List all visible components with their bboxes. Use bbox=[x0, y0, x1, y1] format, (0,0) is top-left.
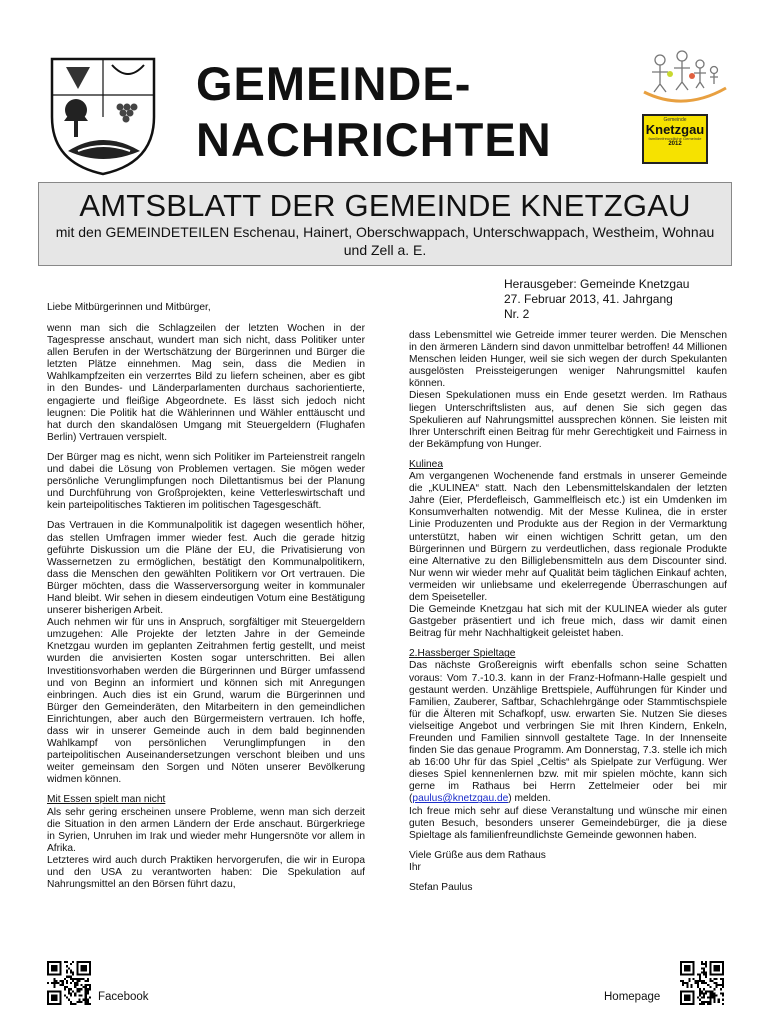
award-badge bbox=[642, 114, 708, 164]
paragraph: Auch nehmen wir für uns in Anspruch, sorgfältiger mit Steuergeldern umzugehen: Alle Projekte der letzten Jahre in der Gemeinde Knetzgau wurden im geplanten Zeitrahmen fertig gestellt, und meist wurden die anvisierten Kosten sogar unterschritten. Bei allen Investitionsvorhaben werden die Bürgerinnen und Bürger umfassend und von Beginn an informiert und können sich mit Anregungen einbringen. Auch dies ist ein Grund, warum die Bürgerinnen und Bürger den Gemeinderäten, den Mitarbeitern in den gemeindlichen Einrichtungen, aber auch den Bürgermeistern vertrauen. Ich hoffe, dass wir in unserer Gemeinde auch in dem bald beginnenden Wahlkampf von persönlichen Verunglimpfungen in den parteipolitischen Auseinandersetzungen verschont bleiben und uns weiter gemeinsam den Sorgen und Nöten unserer Bevölkerung widmen können. bbox=[47, 617, 365, 786]
paragraph: dass Lebensmittel wie Getreide immer teurer werden. Die Menschen in den ärmeren Ländern sind davon unmittelbar betroffen! 44 Millionen Menschen leiden Hunger, weil sie sich wegen der durch Spekulanten ausgelösten Preissteigerungen weniger Nahrungsmittel kaufen können. bbox=[409, 330, 727, 390]
issue-date-line: 27. Februar 2013, 41. Jahrgang bbox=[504, 292, 673, 306]
paragraph: Das Vertrauen in die Kommunalpolitik ist dagegen wesentlich höher, das stellen Umfragen immer wieder fest. Auch die gerade hitzig geführte Diskussion um die Pläne der EU, die Privatisierung von Wassernetzen zu ermöglichen, bestätigt den Kommunalpolitikern, dass die Menschen den gewählten Politikern vor Ort vertrauen. Die Bürger möchten, dass die Wasserversorgung weiter in kommunaler Hand bleibt. Wir sehen in diesem eindeutigen Votum eine Bestätigung unserer bisherigen Arbeit. bbox=[47, 520, 365, 617]
facebook-qr-code-icon[interactable] bbox=[47, 961, 91, 1005]
section-heading-kulinea: Kulinea bbox=[409, 458, 443, 470]
section-heading-spieltage: 2.Hassberger Spieltage bbox=[409, 648, 516, 660]
banner-title: AMTSBLATT DER GEMEINDE KNETZGAU bbox=[79, 188, 691, 223]
closing-line: Viele Grüße aus dem Rathaus bbox=[409, 849, 546, 861]
left-text-column bbox=[47, 323, 365, 891]
publisher-line: Herausgeber: Gemeinde Knetzgau bbox=[504, 277, 690, 291]
paragraph: Die Gemeinde Knetzgau hat sich mit der KULINEA wieder als guter Gastgeber präsentiert und ich freue mich, dass wir damit einen Beitrag für mehr Nachhaltigkeit geleistet haben. bbox=[409, 604, 727, 640]
paragraph: Letzteres wird auch durch Praktiken hervorgerufen, die wir in Europa und den USA zu verantworten haben: Die Spekulation auf Nahrungsmittel an den Börsen führt dazu, bbox=[47, 854, 365, 891]
paragraph: Ich freue mich sehr auf diese Veranstaltung und wünsche mir einen guten Besuch, besonders unserer Gemeindebürger, die ja diese Spieltage als familienfreundlichste Gemeinde gewonnen haben. bbox=[409, 805, 727, 841]
section-heading-essen: Mit Essen spielt man nicht bbox=[47, 794, 166, 806]
family-logo-icon bbox=[638, 48, 730, 110]
issue-number-line: Nr. 2 bbox=[504, 307, 530, 321]
paragraph-text: Das nächste Großereignis wirft ebenfalls schon seine Schatten voraus: Vom 7.-10.3. kann in der Franz-Hofmann-Halle gespielt und gestaunt werden. Unzählige Brettspiele, Aufführungen für Kinder und Familien, Zauberer, Saftbar, Schachlehrgänge oder Stammtischspiele für die Älteren mit Schafkopf, usw. erwarten Sie. Nutzen Sie dieses vielseitige Angebot und verbringen Sie mit Ihren Kindern, Enkeln, Freunden und Familien sinnvoll gestaltete Tage. In der Innenseite finden Sie das genaue Programm. Am Donnerstag, 7.3. stelle ich mich ab 16:00 Uhr für das Spiel „Celtis“ als Spielpate zur Verfügung. Wer dieses Spiel kennenlernen bzw. mit mir spielen möchte, kann sich gerne im Rathaus bei Herrn Zettelmeier oder bei mir ( bbox=[409, 660, 727, 805]
badge-name: Knetzgau bbox=[645, 122, 705, 137]
paragraph: Der Bürger mag es nicht, wenn sich Politiker im Parteienstreit rangeln und dabei die Lösung von Problemen vertagen. Sie mögen weder persönliche Verunglimpfungen noch Dilettantismus bei der Planung und Durchführung von Großprojekten, keine Vetterleswirtschaft und kein parteipolitisches Taktieren im politischen Tagesgeschäft. bbox=[47, 451, 365, 512]
paragraph bbox=[409, 660, 727, 805]
badge-top-text: Gemeinde bbox=[663, 117, 687, 123]
homepage-label: Homepage bbox=[604, 991, 661, 1003]
badge-subtitle: familienfreundliche Gemeinde bbox=[648, 136, 702, 141]
paragraph: Am vergangenen Wochenende fand erstmals in unserer Gemeinde die „KULINEA“ statt. Nach den Lebensmittelskandalen der letzten Jahre (Eier, Pferdefleisch, Gammelfleisch etc.) ist ein Umdenken im Konsumverhalten notwendig. Mit der Messe Kulinea, die in erster Linie Produzenten und Produkte aus der Region in der Vermarktung unterstützt, haben wir einen wichtigen Schritt getan, um den Bürgerinnen und Bürgern zu verdeutlichen, dass regionale Produkte eine Alternative zu den Billiglebensmitteln aus dem Discounter sind. Nur wenn wir wieder mehr auf Qualität beim täglichen Einkauf achten, vermeiden wir unliebsame und ekelerregende Überraschungen auf dem Speiseteller. bbox=[409, 471, 727, 603]
masthead-banner bbox=[38, 182, 732, 266]
closing-line: Ihr bbox=[409, 861, 421, 873]
facebook-label: Facebook bbox=[98, 991, 149, 1003]
banner-subtitle: mit den GEMEINDETEILEN Eschenau, Hainert, Oberschwappach, Unterschwappach, Westheim, Wohnau und Zell a. E. bbox=[55, 224, 715, 258]
publisher-info bbox=[504, 277, 734, 322]
paragraph: Als sehr gering erscheinen unsere Probleme, wenn man sich derzeit die Situation in den armen Ländern der Erde anschaut. Bürgerkriege in Syrien, Unruhen im Irak und wieder mehr Hungersnöte vor allem in Afrika. bbox=[47, 806, 365, 854]
email-link[interactable]: paulus@knetzgau.de bbox=[412, 793, 509, 805]
paragraph: Diesen Spekulationen muss ein Ende gesetzt werden. Im Rathaus liegen Unterschriftslisten aus, auf denen Sie sich gegen das Spekulieren auf Nahrungsmittel aussprechen können. Sie leisten mit Ihrer Unterschrift einen Beitrag für mehr Gerechtigkeit und Fairness in der Bekämpfung von Hunger. bbox=[409, 390, 727, 450]
badge-year: 2012 bbox=[668, 141, 682, 147]
homepage-qr-code-icon[interactable] bbox=[680, 961, 724, 1005]
signature: Stefan Paulus bbox=[409, 882, 473, 894]
paragraph-text: ) melden. bbox=[508, 793, 551, 805]
page-title-line-1: GEMEINDE- bbox=[196, 57, 472, 110]
right-text-column bbox=[409, 330, 727, 894]
page-title-line-2: NACHRICHTEN bbox=[196, 113, 552, 166]
paragraph: wenn man sich die Schlagzeilen der letzten Wochen in der Tagespresse anschaut, wundert man sich nicht, dass Politiker unter allen Berufen in der Wertschätzung der Bürgerinnen und Bürger die letzten Plätze einnehmen. Mag sein, dass die Medien in Wahlkampfzeiten ein verzerrtes Bild zu liefern scheinen, aber es gibt in den Bundes- und Länderparlamenten durchaus sachorientierte, engagierte und fleißige Abgeordnete. Es lässt sich jedoch nicht leugnen: Die Politik hat die Wählerinnen und Wähler enttäuscht und hat durch den skandalösen Umgang mit Steuergeldern (Flughafen Berlin) Vertrauen verspielt. bbox=[47, 323, 365, 443]
salutation: Liebe Mitbürgerinnen und Mitbürger, bbox=[47, 302, 211, 313]
coat-of-arms-crest bbox=[48, 55, 158, 177]
